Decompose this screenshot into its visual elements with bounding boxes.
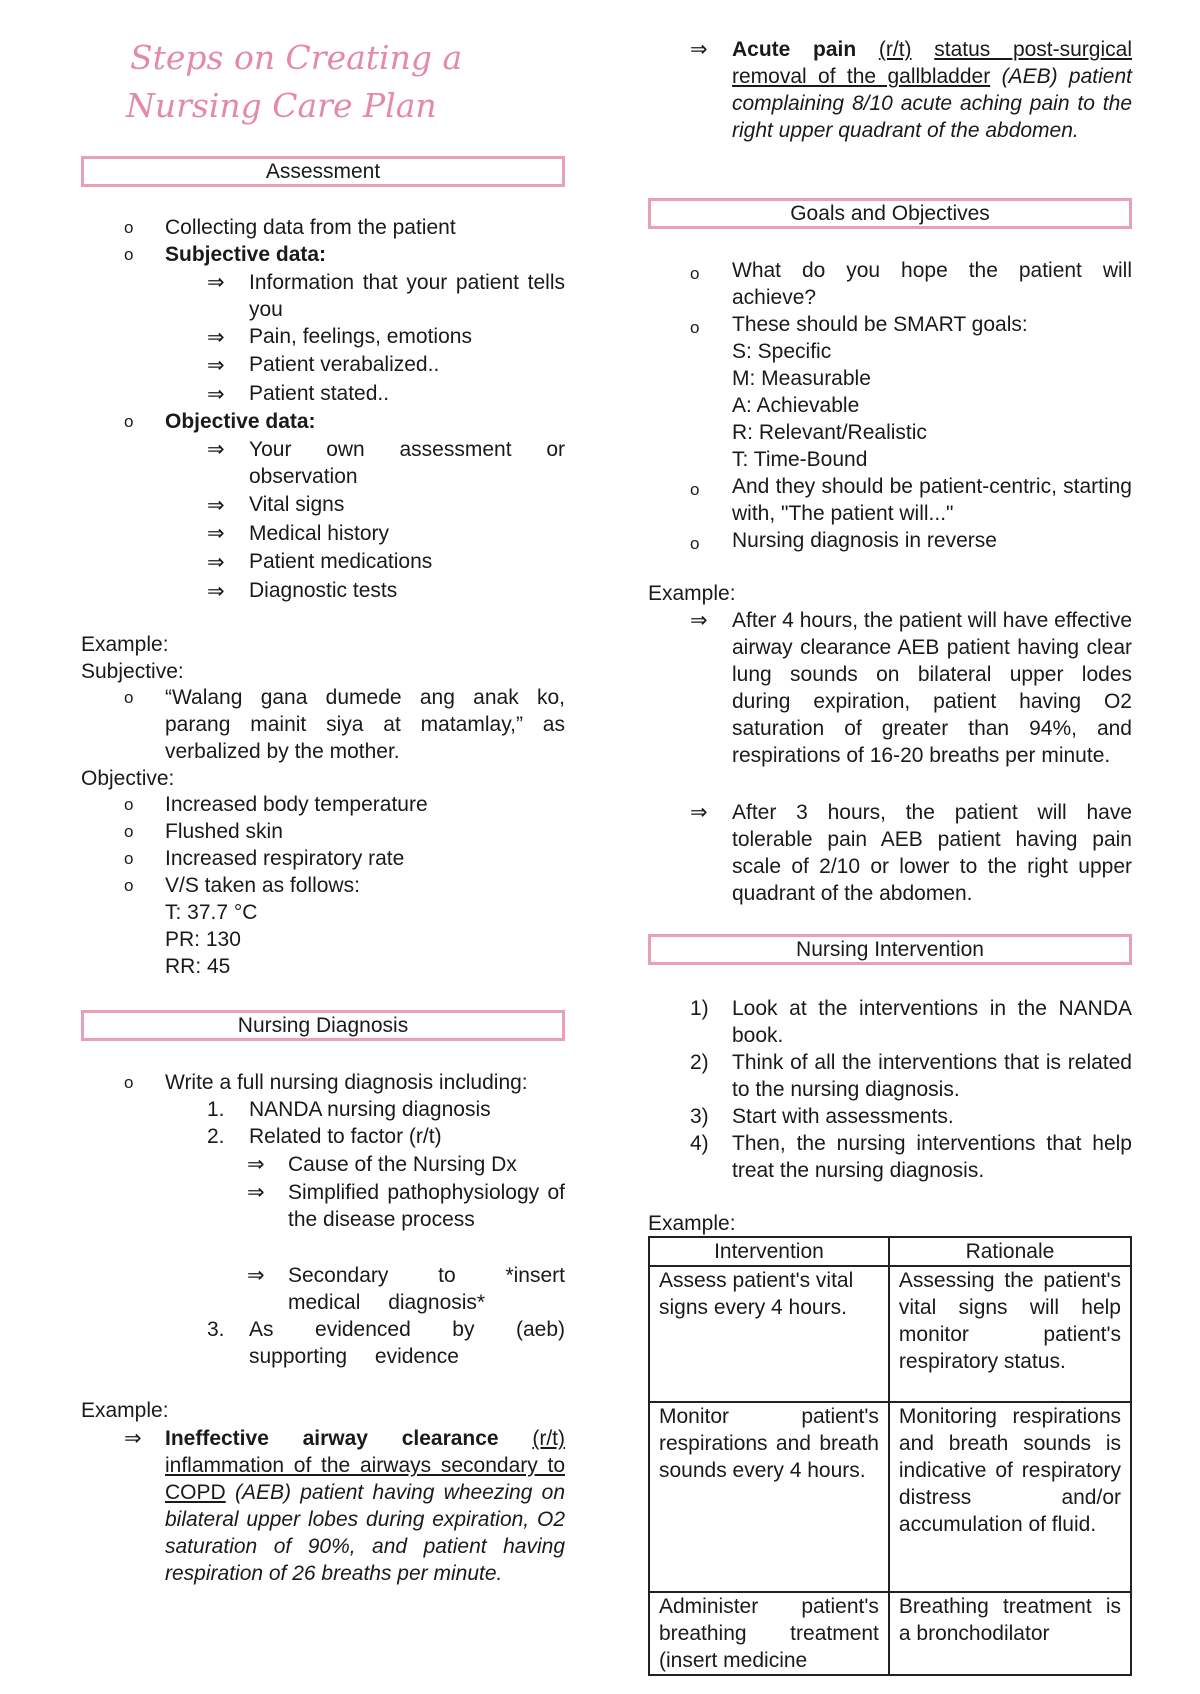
- diagnosis-numbered-2: Related to factor (r/t): [249, 1125, 442, 1148]
- example-evidence: (AEB) patient having wheezing on bilateral upper lobes during expiration, O2 saturation of 90%, and patient having respiration of 26 breaths per minute.: [165, 1481, 565, 1585]
- arrow-icon: ⇒: [690, 801, 708, 824]
- page-title: [126, 34, 463, 130]
- subjective-item-3: Patient verabalized..: [249, 353, 440, 376]
- diagnosis-example-2: [732, 36, 1132, 144]
- diagnosis-number-1: 1.: [207, 1098, 225, 1121]
- assessment-header: Assessment: [81, 156, 565, 187]
- bullet-icon: o: [124, 849, 134, 868]
- subjective-example: “Walang gana dumede ang anak ko, parang mainit siya at matamlay,” as verbalized by the mother.: [165, 686, 565, 763]
- intervention-example-label: Example:: [648, 1212, 736, 1235]
- goals-q2: These should be SMART goals:: [732, 313, 1028, 336]
- arrow-icon: ⇒: [207, 551, 225, 574]
- arrow-icon: ⇒: [207, 271, 225, 294]
- goals-q4: Nursing diagnosis in reverse: [732, 529, 997, 552]
- arrow-icon: ⇒: [124, 1427, 142, 1450]
- assessment-example-label: Example:: [81, 633, 169, 656]
- assessment-bullet-2: Subjective data:: [165, 243, 327, 266]
- goals-example-1: After 4 hours, the patient will have effective airway clearance AEB patient having clear lung sounds on bilateral upper lodes during expiration, patient having O2 saturation of greater than 94%, and respirations of 16-20 breaths per minute.: [732, 609, 1133, 767]
- intervention-number-2: 2): [690, 1051, 709, 1074]
- arrow-icon: ⇒: [207, 580, 225, 603]
- arrow-icon: ⇒: [247, 1181, 265, 1204]
- bullet-icon: o: [124, 245, 134, 264]
- goals-q3: And they should be patient-centric, starting with, "The patient will...": [732, 475, 1132, 525]
- intervention-number-1: 1): [690, 997, 709, 1020]
- example-rt: (r/t): [532, 1427, 565, 1450]
- intervention-header: Nursing Intervention: [648, 934, 1132, 965]
- arrow-icon: ⇒: [207, 383, 225, 406]
- diagnosis-example: [165, 1425, 565, 1587]
- bullet-icon: o: [124, 795, 134, 814]
- bullet-icon: o: [690, 318, 700, 337]
- table-row: [649, 1266, 1131, 1402]
- arrow-icon: ⇒: [247, 1153, 265, 1176]
- bullet-icon: o: [124, 876, 134, 895]
- diagnosis-header: Nursing Diagnosis: [81, 1010, 565, 1041]
- arrow-icon: ⇒: [690, 38, 708, 61]
- bullet-icon: o: [124, 688, 134, 707]
- intervention-step-1: Look at the interventions in the NANDA book.: [732, 997, 1132, 1047]
- smart-a: A: Achievable: [732, 394, 860, 417]
- bullet-icon: o: [690, 534, 700, 553]
- example2-diagnosis-label: Acute pain: [732, 38, 857, 61]
- diagnosis-sub-3: Secondary to *insert medical diagnosis*: [288, 1264, 565, 1314]
- objective-item-5: Diagnostic tests: [249, 579, 398, 602]
- objective-example-1: Increased body temperature: [165, 793, 428, 816]
- arrow-icon: ⇒: [207, 522, 225, 545]
- subjective-label: Subjective:: [81, 660, 184, 683]
- objective-item-3: Medical history: [249, 522, 390, 545]
- arrow-icon: ⇒: [207, 354, 225, 377]
- diagnosis-number-2: 2.: [207, 1125, 225, 1148]
- diagnosis-sub-2: Simplified pathophysiology of the disease process: [288, 1181, 565, 1231]
- arrow-icon: ⇒: [207, 494, 225, 517]
- intervention-step-4: Then, the nursing interventions that help treat the nursing diagnosis.: [732, 1132, 1132, 1182]
- diagnosis-number-3: 3.: [207, 1318, 225, 1341]
- bullet-icon: o: [124, 1073, 134, 1092]
- table-header-row: [649, 1237, 1131, 1266]
- objective-example-4: V/S taken as follows:: [165, 874, 360, 897]
- example2-rt: (r/t): [878, 38, 912, 61]
- intervention-step-2: Think of all the interventions that is related to the nursing diagnosis.: [732, 1051, 1132, 1101]
- table-row: [649, 1592, 1131, 1675]
- table-header: Rationale: [889, 1237, 1131, 1266]
- bullet-icon: o: [690, 480, 700, 499]
- objective-example-3: Increased respiratory rate: [165, 847, 405, 870]
- example2-evidence: (AEB) patient complaining 8/10 acute aching pain to the right upper quadrant of the abdomen.: [732, 65, 1132, 142]
- table-cell: Monitoring respirations and breath sounds is indicative of respiratory distress and/or accumulation of fluid.: [889, 1402, 1131, 1592]
- table-header: Intervention: [649, 1237, 889, 1266]
- smart-m: M: Measurable: [732, 367, 871, 390]
- arrow-icon: ⇒: [247, 1264, 265, 1287]
- subjective-item-4: Patient stated..: [249, 382, 390, 405]
- goals-q1: What do you hope the patient will achieve?: [732, 259, 1132, 309]
- diagnosis-bullet: Write a full nursing diagnosis including:: [165, 1071, 528, 1094]
- smart-s: S: Specific: [732, 340, 832, 363]
- intervention-number-4: 4): [690, 1132, 709, 1155]
- bullet-icon: o: [124, 412, 134, 431]
- vital-rr: RR: 45: [165, 955, 231, 978]
- subjective-item-1: Information that your patient tells you: [249, 271, 565, 321]
- table-cell: Assess patient's vital signs every 4 hours.: [649, 1266, 889, 1402]
- arrow-icon: ⇒: [690, 609, 708, 632]
- diagnosis-example-label: Example:: [81, 1399, 169, 1422]
- bullet-icon: o: [124, 218, 134, 237]
- example-diagnosis-label: Ineffective airway clearance: [165, 1427, 499, 1450]
- table-cell: Administer patient's breathing treatment (insert medicine: [649, 1592, 889, 1675]
- goals-example-2: After 3 hours, the patient will have tolerable pain AEB patient having pain scale of 2/10 or lower to the right upper quadrant of the abdomen.: [732, 801, 1132, 905]
- diagnosis-numbered-1: NANDA nursing diagnosis: [249, 1098, 491, 1121]
- vital-temp: T: 37.7 °C: [165, 901, 258, 924]
- arrow-icon: ⇒: [207, 326, 225, 349]
- diagnosis-sub-1: Cause of the Nursing Dx: [288, 1153, 517, 1176]
- diagnosis-numbered-3: As evidenced by (aeb) supporting evidence: [249, 1318, 565, 1368]
- smart-r: R: Relevant/Realistic: [732, 421, 927, 444]
- table-cell: Breathing treatment is a bronchodilator: [889, 1592, 1131, 1675]
- assessment-bullet-1: Collecting data from the patient: [165, 216, 456, 239]
- intervention-number-3: 3): [690, 1105, 709, 1128]
- objective-item-4: Patient medications: [249, 550, 433, 573]
- goals-example-label: Example:: [648, 582, 736, 605]
- goals-header: Goals and Objectives: [648, 198, 1132, 229]
- title-line-2: Nursing Care Plan: [126, 86, 437, 125]
- vital-pr: PR: 130: [165, 928, 241, 951]
- subjective-item-2: Pain, feelings, emotions: [249, 325, 472, 348]
- objective-item-1: Your own assessment or observation: [249, 438, 565, 488]
- smart-t: T: Time-Bound: [732, 448, 868, 471]
- intervention-table: [648, 1236, 1132, 1676]
- title-line-1: Steps on Creating a: [130, 38, 463, 77]
- objective-label: Objective:: [81, 767, 175, 790]
- example2-cause: status post-surgical removal of the gallbladder: [732, 38, 1132, 88]
- objective-item-2: Vital signs: [249, 493, 345, 516]
- objective-example-2: Flushed skin: [165, 820, 283, 843]
- table-row: [649, 1402, 1131, 1592]
- intervention-step-3: Start with assessments.: [732, 1105, 954, 1128]
- example-cause: inflammation of the airways secondary to COPD: [165, 1454, 565, 1504]
- assessment-bullet-3: Objective data:: [165, 410, 316, 433]
- bullet-icon: o: [690, 264, 700, 283]
- table-cell: Assessing the patient's vital signs will help monitor patient's respiratory status.: [889, 1266, 1131, 1402]
- arrow-icon: ⇒: [207, 438, 225, 461]
- table-cell: Monitor patient's respirations and breath sounds every 4 hours.: [649, 1402, 889, 1592]
- bullet-icon: o: [124, 822, 134, 841]
